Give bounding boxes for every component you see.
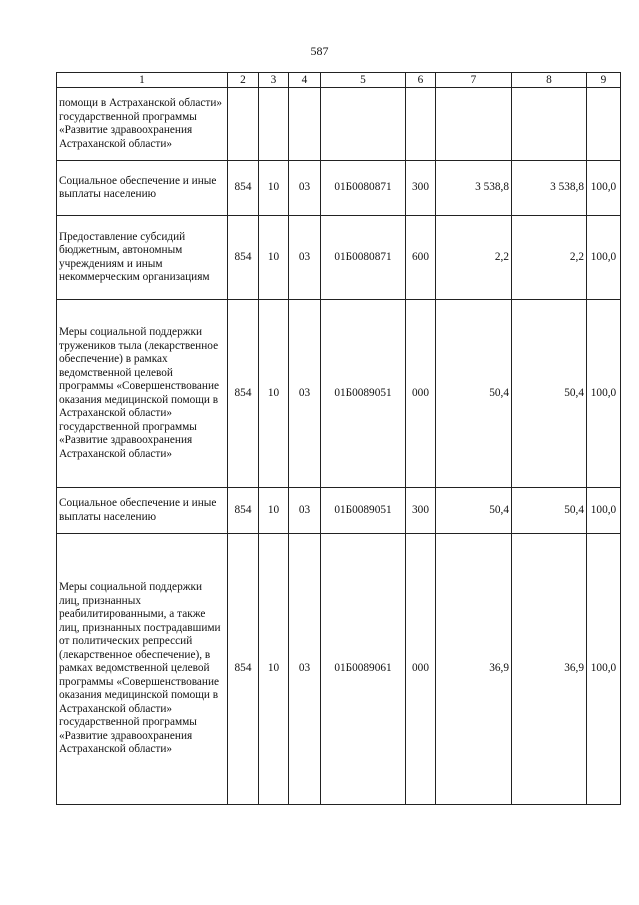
column-header: 4 <box>289 73 321 88</box>
row-name: Социальное обеспечение и иные выплаты населению <box>57 161 228 216</box>
expense-type-code: 300 <box>406 488 436 534</box>
table-row <box>57 534 621 805</box>
actual-amount: 36,9 <box>512 534 587 805</box>
table-row <box>57 161 621 216</box>
ministry-code: 854 <box>228 161 259 216</box>
section-code: 10 <box>259 216 289 300</box>
planned-amount: 50,4 <box>436 488 512 534</box>
planned-amount: 3 538,8 <box>436 161 512 216</box>
row-name: помощи в Астраханской области» государственной программы «Развитие здравоохранения Астраханской области» <box>57 88 228 161</box>
subsection-code: 03 <box>289 161 321 216</box>
execution-percent: 100,0 <box>587 216 621 300</box>
actual-amount <box>512 88 587 161</box>
ministry-code: 854 <box>228 300 259 488</box>
expense-type-code: 600 <box>406 216 436 300</box>
row-name: Социальное обеспечение и иные выплаты населению <box>57 488 228 534</box>
row-name: Меры социальной поддержки тружеников тыла (лекарственное обеспечение) в рамках ведомственной целевой программы «Совершенствование оказания медицинской помощи в Астраханской области» государственной программы «Развитие здравоохранения Астраханской области» <box>57 300 228 488</box>
subsection-code: 03 <box>289 216 321 300</box>
subsection-code: 03 <box>289 488 321 534</box>
expense-type-code: 000 <box>406 534 436 805</box>
page-number: 587 <box>310 44 329 58</box>
subsection-code: 03 <box>289 300 321 488</box>
column-header: 8 <box>512 73 587 88</box>
execution-percent: 100,0 <box>587 488 621 534</box>
column-header: 1 <box>57 73 228 88</box>
actual-amount: 50,4 <box>512 300 587 488</box>
planned-amount: 2,2 <box>436 216 512 300</box>
section-code: 10 <box>259 300 289 488</box>
budget-table <box>56 72 621 805</box>
subsection-code <box>289 88 321 161</box>
column-header: 5 <box>321 73 406 88</box>
target-article-code: 01Б0089061 <box>321 534 406 805</box>
table-row <box>57 300 621 488</box>
row-name: Предоставление субсидий бюджетным, автономным учреждениям и иным некоммерческим организациям <box>57 216 228 300</box>
section-code: 10 <box>259 534 289 805</box>
target-article-code: 01Б0089051 <box>321 488 406 534</box>
subsection-code: 03 <box>289 534 321 805</box>
target-article-code <box>321 88 406 161</box>
table-row <box>57 88 621 161</box>
ministry-code: 854 <box>228 216 259 300</box>
actual-amount: 50,4 <box>512 488 587 534</box>
table-header-row <box>57 73 621 88</box>
column-header: 2 <box>228 73 259 88</box>
column-header: 6 <box>406 73 436 88</box>
execution-percent: 100,0 <box>587 161 621 216</box>
row-name: Меры социальной поддержки лиц, признанных реабилитированными, а также лиц, признанных пострадавшими от политических репрессий (лекарственное обеспечение), в рамках ведомственной целевой программы «Совершенствование оказания медицинской помощи в Астраханской области» государственной программы «Развитие здравоохранения Астраханской области» <box>57 534 228 805</box>
execution-percent: 100,0 <box>587 300 621 488</box>
ministry-code <box>228 88 259 161</box>
planned-amount <box>436 88 512 161</box>
execution-percent: 100,0 <box>587 534 621 805</box>
table-row <box>57 488 621 534</box>
target-article-code: 01Б0080871 <box>321 216 406 300</box>
column-header: 3 <box>259 73 289 88</box>
actual-amount: 3 538,8 <box>512 161 587 216</box>
section-code: 10 <box>259 161 289 216</box>
column-header: 7 <box>436 73 512 88</box>
expense-type-code: 000 <box>406 300 436 488</box>
ministry-code: 854 <box>228 534 259 805</box>
execution-percent <box>587 88 621 161</box>
expense-type-code <box>406 88 436 161</box>
section-code: 10 <box>259 488 289 534</box>
target-article-code: 01Б0080871 <box>321 161 406 216</box>
ministry-code: 854 <box>228 488 259 534</box>
planned-amount: 50,4 <box>436 300 512 488</box>
section-code <box>259 88 289 161</box>
actual-amount: 2,2 <box>512 216 587 300</box>
table-row <box>57 216 621 300</box>
target-article-code: 01Б0089051 <box>321 300 406 488</box>
planned-amount: 36,9 <box>436 534 512 805</box>
expense-type-code: 300 <box>406 161 436 216</box>
column-header: 9 <box>587 73 621 88</box>
